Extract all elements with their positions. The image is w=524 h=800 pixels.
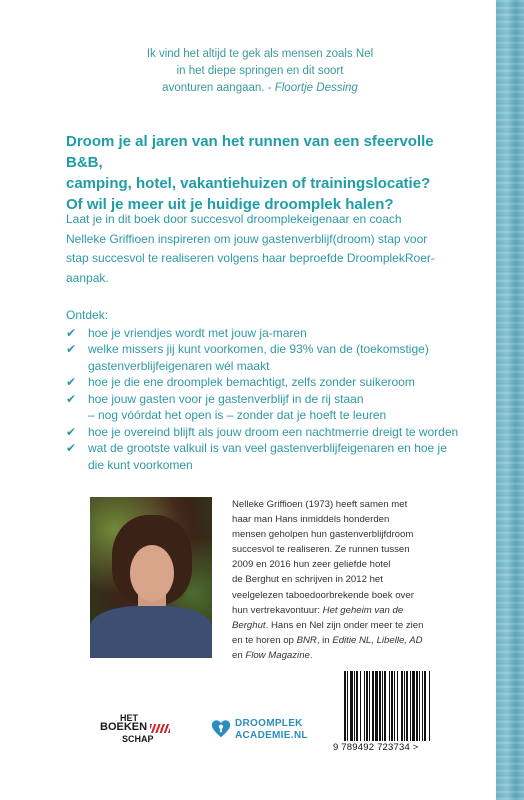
checkmark-icon: ✔ — [66, 424, 77, 439]
checkmark-icon: ✔ — [66, 325, 77, 340]
headline — [66, 131, 466, 215]
discover-title: Ontdek: — [66, 308, 109, 322]
barcode — [340, 671, 460, 743]
headline-line: Of wil je meer uit je huidige droomplek halen? — [66, 196, 394, 213]
intro-line: stap succesvol te realiseren volgens haar beproefde DroomplekRoer- — [66, 251, 435, 265]
droomplek-academie-logo: DROOMPLEK ACADEMIE.NL — [210, 716, 320, 744]
quote-line: avonturen aangaan. - Floortje Dessing — [162, 82, 358, 94]
intro-line: aanpak. — [66, 270, 109, 285]
discover-section — [66, 307, 466, 473]
list-item: ✔ wat de grootste valkuil is van veel gastenverblijfeigenaren en hoe je die kunt voorkomen — [66, 441, 447, 472]
author-photo — [90, 497, 212, 658]
list-item: ✔ hoe je overeind blijft als jouw droom een nachtmerrie dreigt te worden — [66, 424, 459, 439]
discover-list — [66, 325, 466, 474]
checkmark-icon: ✔ — [66, 375, 77, 389]
checkmark-icon: ✔ — [66, 441, 77, 455]
list-item: ✔ welke missers jij kunt voorkomen, die 93% van de (toekomstige) gastenverblijfeigenaren wél maakt — [66, 342, 429, 373]
logo-stripes-icon — [150, 724, 170, 733]
list-item: ✔ hoe je die ene droomplek bemachtigt, zelfs zonder suikeroom — [66, 375, 415, 389]
endorsement-quote — [110, 46, 410, 97]
het-boekenschap-logo: HET BOEKEN SCHAP — [100, 714, 172, 744]
intro-paragraph — [66, 210, 466, 288]
checkmark-icon: ✔ — [66, 391, 77, 406]
list-item: ✔ hoe je vriendjes wordt met jouw ja-maren — [66, 325, 307, 340]
quote-author: Floortje Dessing — [274, 82, 358, 94]
list-item: ✔ hoe jouw gasten voor je gastenverblijf in de rij staan – nog vóórdat het open is – zonder dat je hoeft te leuren — [66, 391, 387, 422]
barcode-number: 9 789492 723734 > — [333, 742, 419, 753]
quote-line: Ik vind het altijd te gek als mensen zoals Nel — [146, 48, 374, 60]
checkmark-icon: ✔ — [66, 342, 77, 356]
book-spine-edge — [496, 0, 524, 800]
headline-line: Droom je al jaren van het runnen van een sfeervolle B&B, — [66, 133, 434, 171]
quote-line: in het diepe springen en dit soort — [176, 65, 344, 77]
intro-line: Nelleke Griffioen inspireren om jouw gastenverblijf(droom) stap voor — [66, 231, 428, 246]
author-bio: Nelleke Griffioen (1973) heeft samen met haar man Hans inmiddels honderden mensen geholpen hun gastenverblijfdroom succesvol te realiseren. Ze runnen tussen 2009 en 2016 hun zeer geliefde hotel de Berghut en schrijven in 2012 het veelgelezen taboedoorbrekende boek over hun vertrekavontuur: Het geheim van de Berghut. Hans en Nel zijn onder meer te zien en te horen op BNR, in Editie NL, Libelle, AD en Flow Magazine. — [232, 499, 424, 661]
headline-line: camping, hotel, vakantiehuizen of trainingslocatie? — [66, 175, 431, 192]
heart-keyhole-icon — [210, 718, 232, 740]
intro-line: Laat je in dit boek door succesvol droomplekeigenaar en coach — [66, 212, 402, 226]
